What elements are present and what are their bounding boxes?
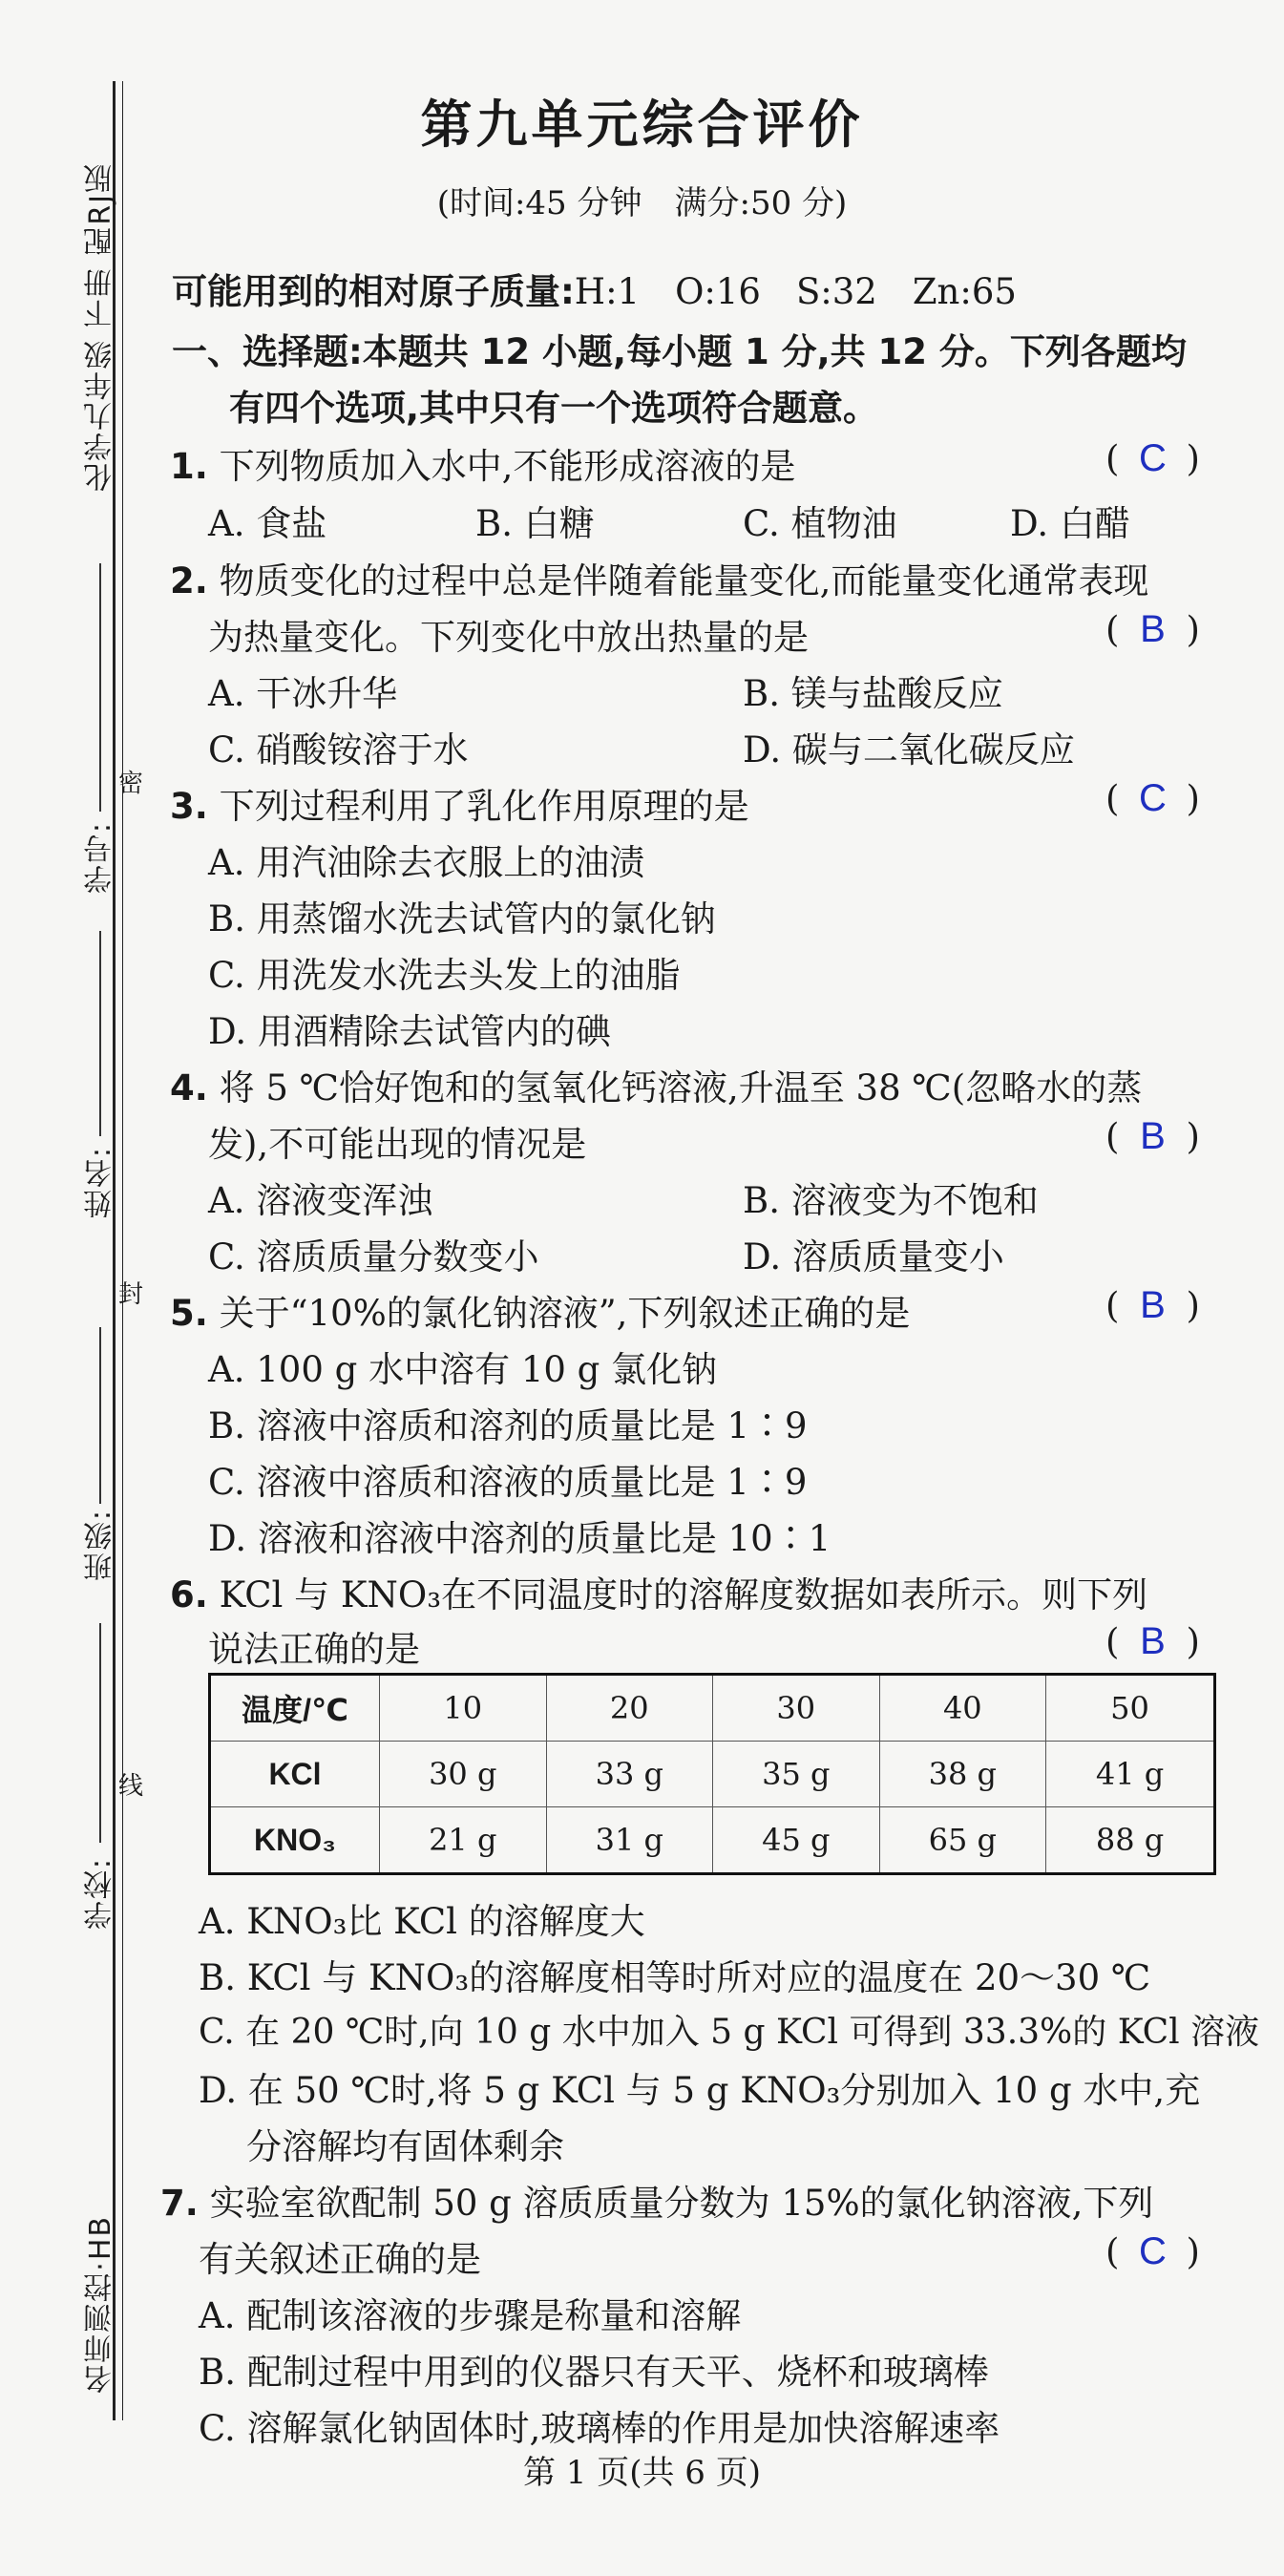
brand-label: 名师测控·HB <box>84 2215 117 2394</box>
option: D. 碳与二氧化碳反应 <box>743 729 1075 771</box>
binding-margin-line-inner <box>122 81 123 2420</box>
answer-letter: B <box>1140 1620 1166 1662</box>
school-label: 学校: <box>84 1857 117 1931</box>
table-header-cell: 50 <box>1046 1675 1215 1742</box>
option: C. 硝酸铵溶于水 <box>208 729 469 771</box>
table-row-header: KNO₃ <box>210 1807 380 1874</box>
option: D. 溶液和溶液中溶剂的质量比是 10∶1 <box>208 1518 831 1559</box>
question-stem-cont: 有关叙述正确的是 <box>199 2239 481 2280</box>
option: C. 溶质质量分数变小 <box>208 1236 539 1277</box>
question-number: 6. <box>170 1574 208 1615</box>
option: A. 配制该溶液的步骤是称量和溶解 <box>199 2295 742 2336</box>
answer-4: ( B ) <box>1105 1115 1200 1157</box>
question-number: 2. <box>170 560 208 602</box>
series-label: 化学九年级 下册 配RJ版 <box>84 162 117 492</box>
seal-char-xian: 线 <box>118 1772 144 1801</box>
table-cell: 65 g <box>879 1807 1046 1874</box>
exam-time-score: (时间:45 分钟 满分:50 分) <box>436 184 848 222</box>
question-number: 3. <box>170 786 208 827</box>
id-blank-line <box>99 563 101 812</box>
answer-5: ( B ) <box>1105 1284 1200 1326</box>
question-stem: 实验室欲配制 50 g 溶质质量分数为 15%的氯化钠溶液,下列 <box>209 2183 1154 2224</box>
option: A. 干冰升华 <box>208 673 398 714</box>
table-cell: 35 g <box>713 1742 880 1807</box>
option: B. KCl 与 KNO₃的溶解度相等时所对应的温度在 20～30 ℃ <box>199 1957 1151 1998</box>
question-stem: 下列过程利用了乳化作用原理的是 <box>219 786 749 827</box>
answer-2: ( B ) <box>1105 608 1200 650</box>
question-number: 4. <box>170 1067 208 1109</box>
question-stem: KCl 与 KNO₃在不同温度时的溶解度数据如表所示。则下列 <box>219 1574 1148 1615</box>
answer-letter: C <box>1138 2230 1167 2272</box>
option: D. 用酒精除去试管内的碘 <box>208 1011 611 1052</box>
id-label: 学号: <box>84 821 117 895</box>
option: B. 白糖 <box>475 503 595 544</box>
option: C. 用洗发水洗去头发上的油脂 <box>208 955 681 996</box>
question-number: 5. <box>170 1293 208 1334</box>
table-row-header: KCl <box>210 1742 380 1807</box>
table-row <box>210 1742 1215 1807</box>
table-header-row <box>210 1675 1215 1742</box>
table-cell: 38 g <box>879 1742 1046 1807</box>
question-2 <box>170 552 1148 603</box>
option: B. 镁与盐酸反应 <box>743 673 1003 714</box>
solubility-table <box>208 1673 1216 1875</box>
table-cell: 45 g <box>713 1807 880 1874</box>
table-cell: 31 g <box>546 1807 713 1874</box>
answer-3: ( C ) <box>1105 777 1200 819</box>
table-cell: 88 g <box>1046 1807 1215 1874</box>
question-stem: 关于“10%的氯化钠溶液”,下列叙述正确的是 <box>219 1293 911 1334</box>
table-cell: 30 g <box>380 1742 547 1807</box>
option: C. 植物油 <box>743 503 897 544</box>
atomic-mass-values: H:1 O:16 S:32 Zn:65 <box>574 271 1017 312</box>
question-stem-cont: 为热量变化。下列变化中放出热量的是 <box>208 617 809 658</box>
school-blank-line <box>99 1623 101 1843</box>
question-number: 1. <box>170 446 208 487</box>
option: B. 溶液变为不饱和 <box>743 1180 1039 1221</box>
page-title: 第九单元综合评价 <box>420 95 864 155</box>
option: C. 溶液中溶质和溶液的质量比是 1∶9 <box>208 1462 808 1503</box>
answer-letter: B <box>1140 608 1166 650</box>
answer-letter: B <box>1140 1284 1166 1326</box>
table-row <box>210 1807 1215 1874</box>
option: B. 溶液中溶质和溶剂的质量比是 1∶9 <box>208 1405 808 1446</box>
option: B. 用蒸馏水洗去试管内的氯化钠 <box>208 898 716 940</box>
question-5 <box>170 1284 910 1336</box>
question-3 <box>170 777 749 829</box>
option: D. 白醋 <box>1010 503 1130 544</box>
question-stem: 将 5 ℃恰好饱和的氢氧化钙溶液,升温至 38 ℃(忽略水的蒸 <box>219 1067 1143 1109</box>
table-cell: 41 g <box>1046 1742 1215 1807</box>
option: A. 溶液变浑浊 <box>208 1180 433 1221</box>
option: A. KNO₃比 KCl 的溶解度大 <box>199 1901 645 1942</box>
option-cont: 分溶解均有固体剩余 <box>246 2126 564 2167</box>
name-blank-line <box>99 931 101 1136</box>
question-7 <box>160 2174 1153 2226</box>
question-1 <box>170 437 795 489</box>
option: D. 在 50 ℃时,将 5 g KCl 与 5 g KNO₃分别加入 10 g 水中,充 <box>199 2070 1201 2111</box>
answer-1: ( C ) <box>1105 437 1200 479</box>
table-header-cell: 30 <box>713 1675 880 1742</box>
question-number: 7. <box>160 2183 199 2224</box>
answer-letter: C <box>1138 777 1167 819</box>
atomic-mass-label: 可能用到的相对原子质量: <box>172 271 575 312</box>
atomic-mass-line <box>172 263 1017 314</box>
question-4 <box>170 1059 1142 1110</box>
option: B. 配制过程中用到的仪器只有天平、烧杯和玻璃棒 <box>199 2352 989 2393</box>
section1-heading-line1: 一、选择题:本题共 12 小题,每小题 1 分,共 12 分。下列各题均 <box>172 331 1187 372</box>
seal-char-mi: 密 <box>118 770 144 798</box>
option: C. 溶解氯化钠固体时,玻璃棒的作用是加快溶解速率 <box>199 2408 1000 2449</box>
option: A. 食盐 <box>208 503 327 544</box>
question-6 <box>170 1566 1147 1617</box>
question-stem: 物质变化的过程中总是伴随着能量变化,而能量变化通常表现 <box>219 560 1149 602</box>
table-header-cell: 40 <box>879 1675 1046 1742</box>
answer-letter: B <box>1140 1115 1166 1157</box>
class-label: 班级: <box>84 1509 117 1582</box>
answer-7: ( C ) <box>1105 2230 1200 2272</box>
table-header-cell: 10 <box>380 1675 547 1742</box>
table-cell: 33 g <box>546 1742 713 1807</box>
table-header-cell: 20 <box>546 1675 713 1742</box>
table-header-cell: 温度/℃ <box>210 1675 380 1742</box>
class-blank-line <box>99 1327 101 1504</box>
answer-6: ( B ) <box>1105 1620 1200 1662</box>
table-cell: 21 g <box>380 1807 547 1874</box>
answer-letter: C <box>1138 437 1167 479</box>
page-footer: 第 1 页(共 6 页) <box>522 2454 762 2492</box>
section1-heading-line2: 有四个选项,其中只有一个选项符合题意。 <box>229 388 879 429</box>
option: A. 100 g 水中溶有 10 g 氯化钠 <box>208 1349 718 1390</box>
option: D. 溶质质量变小 <box>743 1236 1004 1277</box>
question-stem-cont: 发),不可能出现的情况是 <box>208 1124 587 1165</box>
seal-char-feng: 封 <box>118 1280 144 1309</box>
question-stem: 下列物质加入水中,不能形成溶液的是 <box>219 446 796 487</box>
option: A. 用汽油除去衣服上的油渍 <box>208 842 645 883</box>
option: C. 在 20 ℃时,向 10 g 水中加入 5 g KCl 可得到 33.3%的 KCl 溶液 <box>199 2013 1260 2052</box>
question-stem-cont: 说法正确的是 <box>208 1629 420 1670</box>
name-label: 姓名: <box>84 1146 117 1219</box>
